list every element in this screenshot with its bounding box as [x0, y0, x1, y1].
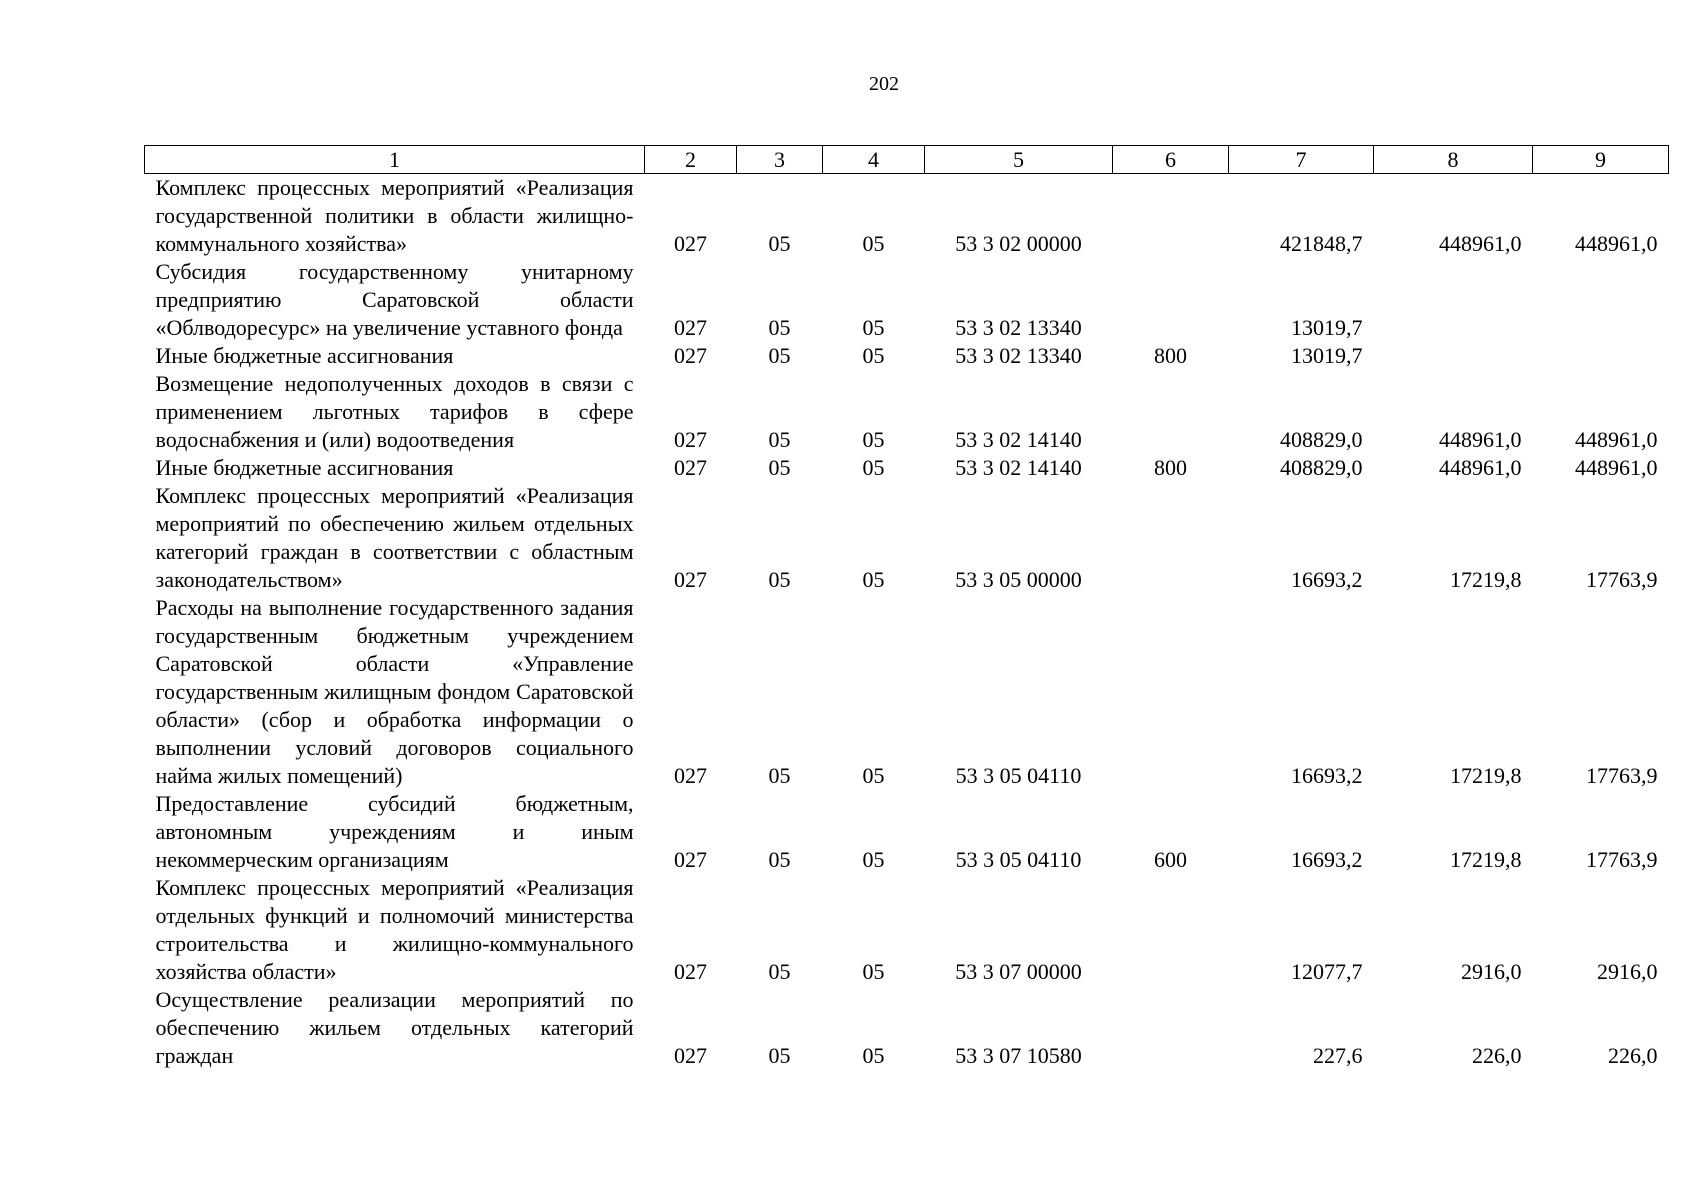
row-section: 05 — [768, 567, 791, 592]
column-header: 8 — [1374, 146, 1533, 174]
row-name: Иные бюджетные ассигнования — [155, 343, 454, 368]
row-subsection: 05 — [862, 847, 885, 872]
row-value-8: 448961,0 — [1439, 231, 1522, 256]
row-section: 05 — [768, 427, 791, 452]
row-admin-code: 027 — [674, 231, 707, 256]
row-subsection: 05 — [862, 231, 885, 256]
row-expense-type — [1113, 482, 1229, 594]
row-subsection: 05 — [862, 1043, 885, 1068]
row-expense-type — [1113, 874, 1229, 986]
row-admin-code: 027 — [674, 847, 707, 872]
row-name: Возмещение недополученных доходов в связи с применением льготных тарифов в сфере водоснабжения и (или) водоотведения — [155, 371, 634, 452]
row-value-7: 408829,0 — [1280, 427, 1363, 452]
row-name: Комплекс процессных мероприятий «Реализация отдельных функций и полномочий министерства строительства и жилищно-коммунального хозяйства области» — [155, 875, 634, 984]
row-section: 05 — [768, 959, 791, 984]
column-header: 2 — [645, 146, 737, 174]
row-target-code: 53 3 05 00000 — [955, 567, 1082, 592]
row-value-8: 17219,8 — [1450, 567, 1522, 592]
row-admin-code: 027 — [674, 427, 707, 452]
row-target-code: 53 3 02 14140 — [955, 455, 1082, 480]
row-expense-type — [1113, 174, 1229, 259]
row-expense-type — [1113, 370, 1229, 454]
column-header: 6 — [1113, 146, 1229, 174]
row-value-7: 227,6 — [1313, 1043, 1363, 1068]
row-name: Предоставление субсидий бюджетным, автономным учреждениям и иным некоммерческим организациям — [155, 791, 634, 872]
row-value-7: 16693,2 — [1291, 847, 1363, 872]
row-admin-code: 027 — [674, 959, 707, 984]
row-admin-code: 027 — [674, 763, 707, 788]
row-section: 05 — [768, 231, 791, 256]
row-admin-code: 027 — [674, 315, 707, 340]
table-row — [145, 370, 1669, 454]
row-subsection: 05 — [862, 763, 885, 788]
row-value-8: 17219,8 — [1450, 847, 1522, 872]
row-expense-type — [1113, 594, 1229, 790]
row-subsection: 05 — [862, 315, 885, 340]
row-value-9 — [1533, 258, 1669, 342]
table-row — [145, 874, 1669, 986]
row-name: Субсидия государственному унитарному предприятию Саратовской области «Облводоресурс» на увеличение уставного фонда — [155, 259, 634, 340]
row-admin-code: 027 — [674, 455, 707, 480]
table-row — [145, 174, 1669, 259]
row-expense-type — [1113, 258, 1229, 342]
row-name: Комплекс процессных мероприятий «Реализация государственной политики в области жилищно-коммунального хозяйства» — [155, 175, 634, 256]
row-name: Комплекс процессных мероприятий «Реализация мероприятий по обеспечению жильем отдельных категорий граждан в соответствии с областным законодательством» — [155, 483, 634, 592]
row-subsection: 05 — [862, 343, 885, 368]
row-section: 05 — [768, 455, 791, 480]
row-section: 05 — [768, 763, 791, 788]
row-subsection: 05 — [862, 455, 885, 480]
row-section: 05 — [768, 315, 791, 340]
row-value-7: 13019,7 — [1291, 315, 1363, 340]
row-target-code: 53 3 05 04110 — [955, 847, 1082, 872]
row-value-9: 17763,9 — [1586, 763, 1658, 788]
column-header: 9 — [1533, 146, 1669, 174]
row-value-8 — [1374, 258, 1533, 342]
row-section: 05 — [768, 343, 791, 368]
row-value-7: 13019,7 — [1291, 343, 1363, 368]
table-row — [145, 986, 1669, 1070]
row-value-8: 448961,0 — [1439, 427, 1522, 452]
row-value-9: 17763,9 — [1586, 847, 1658, 872]
row-expense-type — [1113, 986, 1229, 1070]
row-value-8: 17219,8 — [1450, 763, 1522, 788]
row-value-8: 226,0 — [1472, 1043, 1522, 1068]
row-target-code: 53 3 02 14140 — [955, 427, 1082, 452]
row-target-code: 53 3 07 00000 — [955, 959, 1082, 984]
table-row — [145, 594, 1669, 790]
row-value-7: 16693,2 — [1291, 567, 1363, 592]
row-value-9 — [1533, 342, 1669, 370]
row-value-9: 226,0 — [1608, 1043, 1658, 1068]
row-admin-code: 027 — [674, 567, 707, 592]
row-value-9: 448961,0 — [1575, 427, 1658, 452]
row-value-9: 448961,0 — [1575, 231, 1658, 256]
row-section: 05 — [768, 847, 791, 872]
table-row — [145, 258, 1669, 342]
row-name: Осуществление реализации мероприятий по обеспечению жильем отдельных категорий граждан — [155, 987, 634, 1068]
row-value-8: 2916,0 — [1461, 959, 1522, 984]
column-header: 4 — [823, 146, 925, 174]
row-subsection: 05 — [862, 427, 885, 452]
row-target-code: 53 3 02 13340 — [955, 343, 1082, 368]
column-header: 3 — [737, 146, 823, 174]
row-subsection: 05 — [862, 959, 885, 984]
header-row — [145, 146, 1669, 174]
column-header: 1 — [145, 146, 645, 174]
row-admin-code: 027 — [674, 1043, 707, 1068]
row-value-9: 448961,0 — [1575, 455, 1658, 480]
row-name: Расходы на выполнение государственного задания государственным бюджетным учреждением Саратовской области «Управление государственным жилищным фондом Саратовской области» (сбор и обработка информации о выполнении условий договоров социального найма жилых помещений) — [155, 595, 634, 788]
table-row — [145, 342, 1669, 370]
row-target-code: 53 3 02 00000 — [955, 231, 1082, 256]
row-value-7: 16693,2 — [1291, 763, 1363, 788]
row-expense-type: 800 — [1154, 455, 1187, 480]
row-value-9: 17763,9 — [1586, 567, 1658, 592]
row-value-8: 448961,0 — [1439, 455, 1522, 480]
page-number: 202 — [869, 73, 899, 95]
column-header: 7 — [1229, 146, 1374, 174]
table-row — [145, 790, 1669, 874]
row-value-7: 12077,7 — [1291, 959, 1363, 984]
row-section: 05 — [768, 1043, 791, 1068]
row-expense-type: 800 — [1154, 343, 1187, 368]
row-target-code: 53 3 02 13340 — [955, 315, 1082, 340]
row-target-code: 53 3 07 10580 — [955, 1043, 1082, 1068]
row-expense-type: 600 — [1154, 847, 1187, 872]
table-row — [145, 482, 1669, 594]
row-target-code: 53 3 05 04110 — [955, 763, 1082, 788]
budget-table — [144, 145, 1669, 1070]
row-value-9: 2916,0 — [1597, 959, 1658, 984]
row-value-7: 421848,7 — [1280, 231, 1363, 256]
table-row — [145, 454, 1669, 482]
row-subsection: 05 — [862, 567, 885, 592]
row-name: Иные бюджетные ассигнования — [155, 455, 454, 480]
column-header: 5 — [925, 146, 1113, 174]
row-admin-code: 027 — [674, 343, 707, 368]
row-value-7: 408829,0 — [1280, 455, 1363, 480]
row-value-8 — [1374, 342, 1533, 370]
